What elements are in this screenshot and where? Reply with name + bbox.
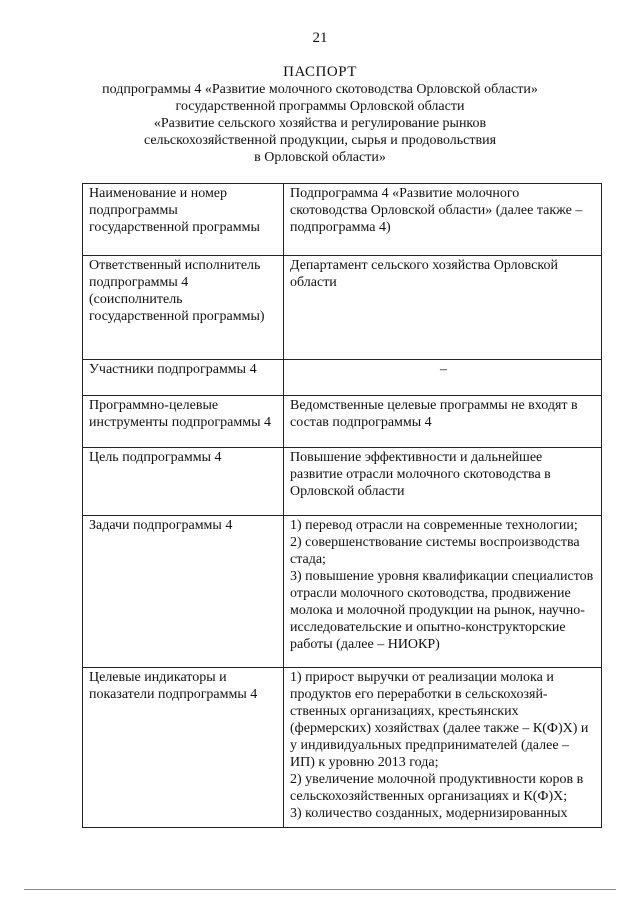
document-title [0, 64, 640, 166]
row-label: Программно-целевые инструменты подпрограммы 4 [83, 396, 284, 448]
row-value [284, 184, 602, 256]
row-value [284, 668, 602, 828]
row-value [284, 256, 602, 360]
title-line: сельскохозяйственной продукции, сырья и продовольствия [143, 133, 497, 148]
table-row [83, 668, 602, 828]
row-label: Ответственный исполнитель подпрограммы 4 (соисполнитель государственной программы) [83, 256, 284, 360]
indicator-item: 3) количество созданных, модернизированных [290, 806, 568, 821]
row-label: Цель подпрограммы 4 [83, 448, 284, 516]
row-label: Участники подпрограммы 4 [83, 360, 284, 396]
row-label: Наименование и номер подпрограммы государственной программы [83, 184, 284, 256]
title-line: подпрограммы 4 «Развитие молочного скотоводства Орловской области» [102, 82, 538, 97]
row-value-text: Департамент сельского хозяйства Орловской области [290, 258, 558, 290]
task-item: 1) перевод отрасли на современные технологии; [290, 518, 578, 533]
row-value-text: Ведомственные целевые программы не входят в состав подпрограммы 4 [290, 398, 578, 430]
row-value [284, 448, 602, 516]
row-label: Целевые индикаторы и показатели подпрограммы 4 [83, 668, 284, 828]
table-row [83, 396, 602, 448]
title-line: в Орловской области» [254, 150, 386, 165]
table-row [83, 256, 602, 360]
row-value [284, 516, 602, 668]
row-label: Задачи подпрограммы 4 [83, 516, 284, 668]
row-value-text: Повышение эффективности и дальнейшее развитие отрасли молочного скотоводства в Орловской области [290, 450, 551, 499]
row-value [284, 360, 602, 396]
row-value [284, 396, 602, 448]
table-row [83, 184, 602, 256]
table-row [83, 448, 602, 516]
page-bottom-divider [24, 889, 616, 890]
task-item: 2) совершенствование системы воспроизводства стада; [290, 535, 580, 567]
row-value-text: – [440, 362, 447, 377]
row-value-text: Подпрограмма 4 «Развитие молочного скотоводства Орловской области» (далее также – подпрограмма 4) [290, 186, 583, 235]
table-row [83, 360, 602, 396]
passport-table [82, 183, 602, 828]
title-line: «Развитие сельского хозяйства и регулирование рынков [153, 116, 487, 131]
indicator-item: 1) прирост выручки от реализации молока и продуктов его переработки в сельскохозяй-ственных организациях, крестьянских (фермерских) хозяйствах (далее также – К(Ф)Х) и у индивидуальных предпринимателей (далее – ИП) к уровню 2013 года; [290, 670, 589, 770]
task-item: 3) повышение уровня квалификации специалистов отрасли молочного скотоводства, продвижение молока и молочной продукции на рынок, научно-исследовательские и опытно-конструкторские работы (далее – НИОКР) [290, 569, 594, 652]
indicator-item: 2) увеличение молочной продуктивности коров в сельскохозяйственных организациях и К(Ф)Х; [290, 772, 584, 804]
title-line: государственной программы Орловской области [175, 99, 465, 114]
passport-heading: ПАСПОРТ [283, 64, 357, 80]
page-number: 21 [312, 30, 328, 46]
table-row [83, 516, 602, 668]
